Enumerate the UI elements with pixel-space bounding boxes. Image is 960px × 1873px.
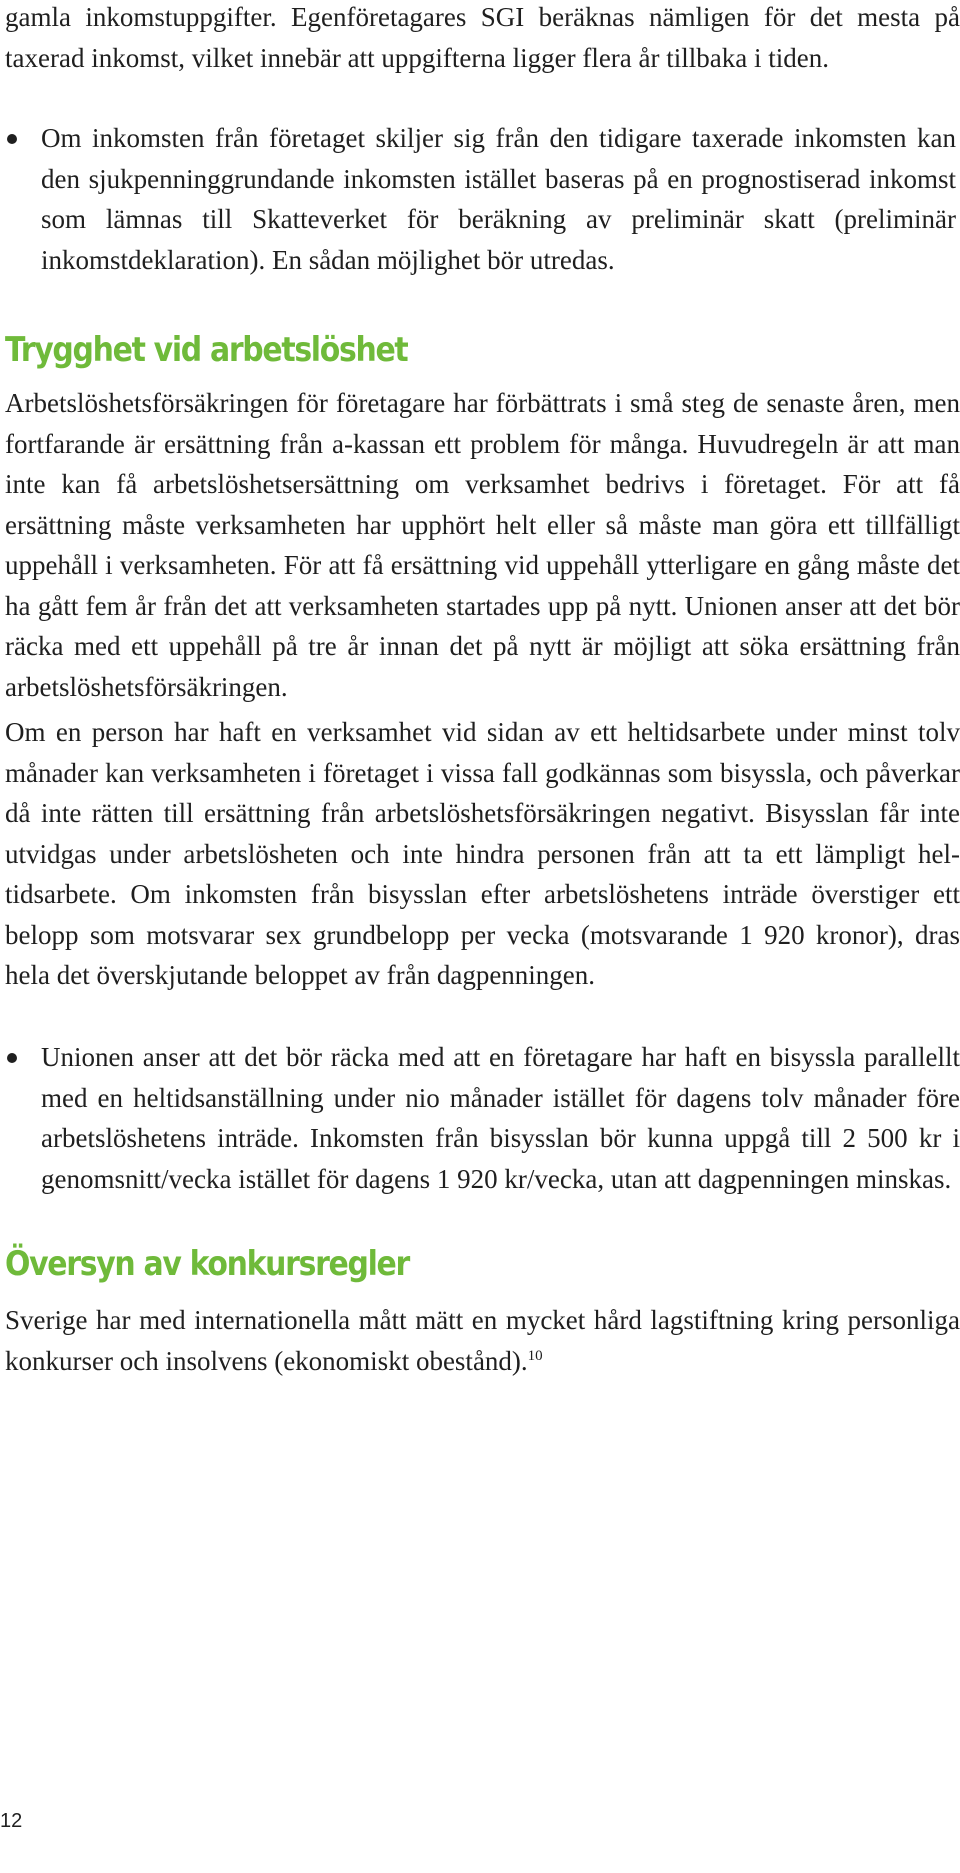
page-number: 12	[0, 1810, 23, 1832]
footnote-reference: 10	[527, 1347, 543, 1364]
paragraph-bisyssla: Om en person har haft en verksamhet vid sidan av ett heltidsarbete under minst tolv månader kan verksamheten i företaget i vissa fall godkännas som bisyssla, och påverkar då inte rätten till ersättning från arbetslöshetsförsäkringen negativt. Bisysslan får inte utvidgas under arbetslösheten och inte hindra personen från att ta ett lämpligt heltidsarbete. Om inkomsten från bisysslan efter arbetslöshetens inträde överstiger ett belopp som motsvarar sex grundbelopp per vecka (motsvarande 1 920 kronor), dras hela det överskjutande beloppet av från dagpenningen.	[5, 717, 960, 990]
section-heading-arbetsloshet: Trygghet vid arbetslöshet	[5, 330, 408, 370]
paragraph-arbetsloshetsforsakring: Arbetslöshetsförsäkringen för företagare har förbättrats i små steg de senaste åren, men fortfarande är ersättning från a-kassan ett problem för många. Huvudregeln är att man inte kan få arbetslöshetsersättning om verksamhet bedrivs i företaget. För att få ersättning måste verksamheten har upphört helt eller så måste man göra ett tillfälligt uppehåll i verksamheten. För att få ersättning vid uppehåll ytterligare en gång måste det ha gått fem år från det att verksamheten startades upp på nytt. Unionen anser att det bör räcka med ett uppehåll på tre år innan det på nytt är möjligt att söka ersättning från arbetslöshetsförsäkringen.	[5, 388, 960, 702]
bullet-dot-icon	[7, 1053, 17, 1063]
bullet-item-bisyssla	[5, 1037, 960, 1199]
bullet-text: Om inkomsten från företaget skiljer sig från den tidigare taxerade inkomsten kan den sjukpenninggrundande inkomsten istället baseras på en prognostiserad inkomst som lämnas till Skatteverket för beräkning av preliminär skatt (preliminär inkomstdeklaration). En sådan möjlighet bör utredas.	[41, 123, 956, 275]
intro-paragraph: gamla inkomstuppgifter. Egenföretagares SGI beräknas nämligen för det mesta på taxerad inkomst, vilket innebär att uppgifterna ligger flera år tillbaka i tiden.	[5, 2, 960, 73]
section-heading-konkursregler: Översyn av konkursregler	[5, 1244, 409, 1284]
bullet-item-skatt	[5, 118, 956, 280]
paragraph-konkurser	[5, 1300, 960, 1381]
bullet-dot-icon	[7, 134, 17, 144]
bullet-text: Unionen anser att det bör räcka med att en företagare har haft en bisyssla parallellt med en heltidsanställning under nio månader istället för dagens tolv månader före arbetslöshetens inträde. Inkomsten från bisysslan bör kunna uppgå till 2 500 kr i genomsnitt/vecka istället för dagens 1 920 kr/vecka, utan att dagpenningen minskas.	[41, 1042, 960, 1194]
konkurser-text: Sverige har med internationella mått mätt en mycket hård lagstiftning kring personliga konkurser och insolvens (ekonomiskt obestånd).	[5, 1305, 960, 1376]
